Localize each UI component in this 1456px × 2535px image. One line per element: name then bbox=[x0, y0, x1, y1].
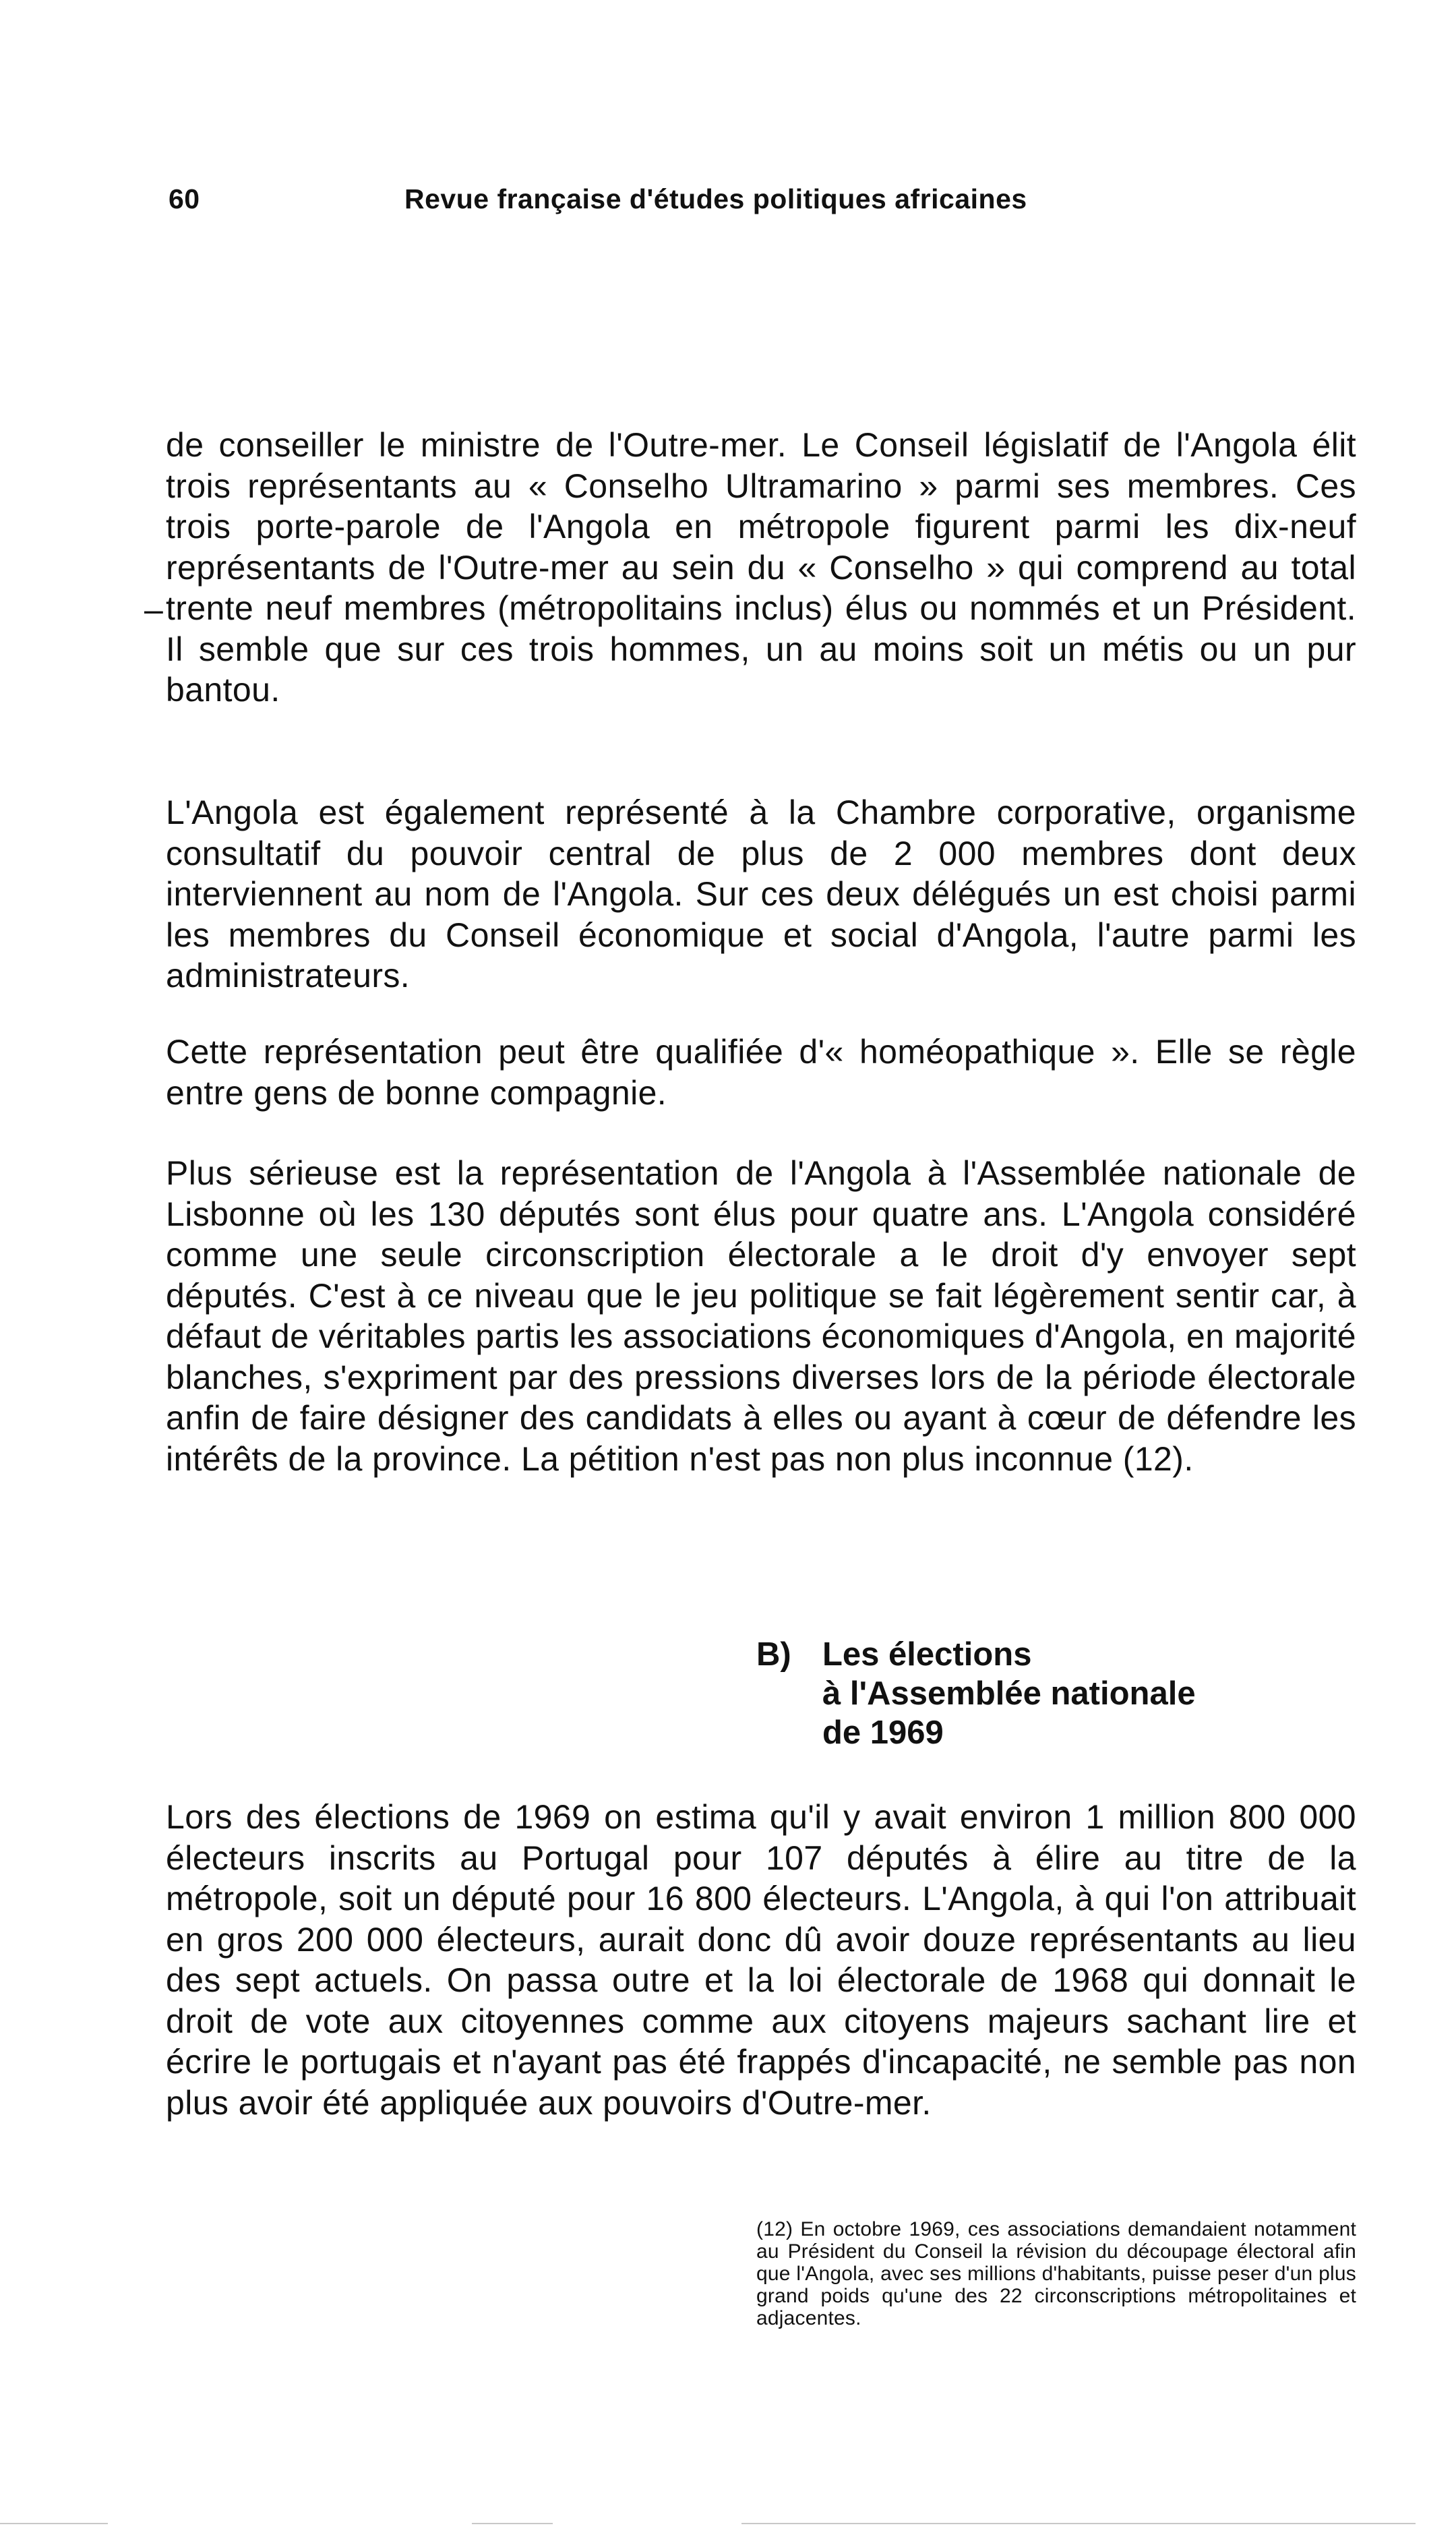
section-title-line: Les élections bbox=[822, 1636, 1032, 1673]
section-heading bbox=[756, 1635, 1196, 1752]
paragraph-assemblee-nationale: Plus sérieuse est la représentation de l'Angola à l'Assemblée nationale de Lisbonne où les 130 députés sont élus pour quatre ans. L'Angola considéré comme une seule circonscription électorale a le droit d'y envoyer sept députés. C'est à ce niveau que le jeu politique se fait légèrement sentir car, à défaut de véritables partis les associations économiques d'Angola, en majorité blanches, s'expriment par des pressions diverses lors de la période électorale anfin de faire désigner des candidats à elles ou ayant à cœur de défendre les intérêts de la province. La pétition n'est pas non plus inconnue (12). bbox=[166, 1154, 1356, 1478]
paragraph-chambre-corporative: L'Angola est également représenté à la Chambre corporative, organisme consultatif du pouvoir central de plus de 2 000 membres dont deux interviennent au nom de l'Angola. Sur ces deux délégués un est choisi parmi les membres du Conseil économique et social d'Angola, l'autre parmi les administrateurs. bbox=[166, 794, 1356, 994]
paragraph-homeopathique: Cette représentation peut être qualifiée d'« homéopathique ». Elle se règle entre gens de bonne compagnie. bbox=[166, 1033, 1356, 1112]
scan-edge-rule bbox=[472, 2523, 553, 2524]
running-header bbox=[169, 183, 1180, 231]
margin-mark: – bbox=[144, 591, 163, 628]
page-number: 60 bbox=[169, 183, 200, 214]
paragraph-conseil-legislatif: de conseiller le ministre de l'Outre-mer. Le Conseil législatif de l'Angola élit trois représentants au « Conselho Ultramarino » parmi ses membres. Ces trois porte-parole de l'Angola en métropole figurent parmi les dix-neuf représentants de l'Outre-mer au sein du « Conselho » qui comprend au total trente neuf membres (métropolitains inclus) élus ou nommés et un Président. Il semble que sur ces trois hommes, un au moins soit un métis ou un pur bantou. bbox=[166, 426, 1356, 709]
section-marker: B) bbox=[756, 1636, 791, 1673]
paragraph-elections-1969: Lors des élections de 1969 on estima qu'il y avait environ 1 million 800 000 électeurs inscrits au Portugal pour 107 députés à élire au titre de la métropole, soit un député pour 16 800 électeurs. L'Angola, à qui l'on attribuait en gros 200 000 électeurs, aurait donc dû avoir douze représentants au lieu des sept actuels. On passa outre et la loi électorale de 1968 qui donnait le droit de vote aux citoyennes comme aux citoyens majeurs sachant lire et écrire le portugais et n'ayant pas été frappés d'incapacité, ne semble pas non plus avoir été appliquée aux pouvoirs d'Outre-mer. bbox=[166, 1798, 1356, 2122]
section-title-line: de 1969 bbox=[822, 1714, 944, 1751]
scan-edge-rule bbox=[0, 2523, 108, 2524]
journal-title: Revue française d'études politiques africaines bbox=[404, 183, 1027, 214]
scan-edge-rule bbox=[741, 2523, 1416, 2524]
section-title-line: à l'Assemblée nationale bbox=[822, 1675, 1196, 1712]
footnote-12: (12) En octobre 1969, ces associations demandaient notamment au Président du Conseil la révision du découpage électoral afin que l'Angola, avec ses millions d'habitants, puisse peser d'un plus grand poids qu'une des 22 circonscriptions métropolitaines et adjacentes. bbox=[756, 2218, 1356, 2329]
